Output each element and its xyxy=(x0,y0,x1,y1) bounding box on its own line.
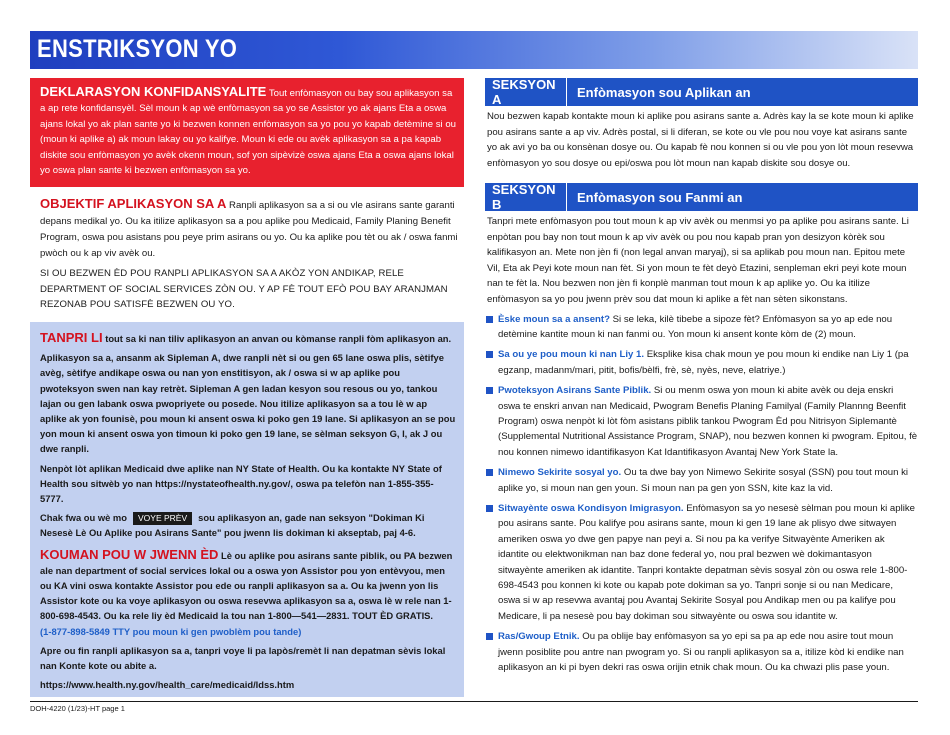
help-text: Lè ou aplike pou asirans sante piblik, ou PA bezwen ale nan department of social services lokal ou a oswa yon Assistor pou yon entèvyou, men ou KA vini oswa kontakte Assistor pou ede ou ranpli aplikasyon sa a. Ou ka jwenn yon lis Assistor kote ou ka voye aplikasyon ou oswa resevwa aplikasyon sa a, oswa lè w rele nan 1-800-698-4543. Ou ka rele liy èd Medicaid la tou nan 1-800—541—2831. TOUT ÈD GRATIS. xyxy=(40,549,453,622)
section-a xyxy=(485,78,918,171)
list-item: Sa ou ye pou moun ki nan Liy 1. Eksplike kisa chak moun ye pou moun ki endike nan Liy 1 (pa egzanp, madanm/mari, pitit, bofis/bèlfi, frè, sè, nyès, neve, elatriye.) xyxy=(485,347,918,378)
please-read-paragraph-2: Nenpòt lòt aplikan Medicaid dwe aplike nan NY State of Health. Ou ka kontakte NY State of Health sou sitwèb yo nan https://nystateofhealth.ny.gov/, oswa pa telefòn nan 1-855-355-5777. xyxy=(40,462,442,505)
please-read-paragraph-1: Aplikasyon sa a, ansanm ak Sipleman A, dwe ranpli nèt si ou gen 65 lane oswa plis, sètifye avèg, sètifye andikape oswa ou nan yon enstitisyon, ak / oswa si w ap aplike pou pwoteksyon swen nan kay retrèt. Sipleman A gen ladan kesyon sou resous ou yo, tankou lajan ou gen labank oswa pwopriyete ou posede. Nou itilize aplikasyon sa a tou lè w ap aplike ak yon founisè, pou moun ki ansent oswa ki poko gen 19 lane. Si aplikasyon an se pou yon moun ki ansent oswa yon timoun ki poko gen 19 lane, se sèlman seksyon G, I, ak J ou dwe ranpli. xyxy=(40,352,456,455)
section-b xyxy=(485,183,918,681)
section-a-header xyxy=(485,78,918,106)
section-b-title: Enfòmasyon sou Fanmi an xyxy=(577,189,743,205)
list-item: Ras/Gwoup Etnik. Ou pa oblije bay enfòmasyon sa yo epi sa pa ap ede nou asire tout moun jwenn posiblite pou antre nan pwogram yo. Si ou ranpli aplikasyon sa a, itilize kòd ki endike nan aplikasyon an ki pi byen dekri ras oswa orijin etnik chak moun. Ou ka chwazi plis pase youn. xyxy=(485,629,918,675)
tty-line: (1-877-898-5849 TTY pou moun ki gen pwoblèm pou tande) xyxy=(40,625,302,637)
please-read-intro: tout sa ki nan tiliv aplikasyon an anvan ou kòmanse ranpli fòm aplikasyon an. xyxy=(105,333,452,344)
section-b-list xyxy=(485,312,918,676)
please-read-heading: TANPRI LI xyxy=(40,330,103,345)
please-read-box xyxy=(30,322,464,697)
send-proof-badge: VOYE PRÈV xyxy=(133,512,192,525)
confidentiality-heading: DEKLARASYON KONFIDANSYALITE xyxy=(40,84,267,99)
send-proof-before: Chak fwa ou wè mo xyxy=(40,512,127,524)
list-item: Pwoteksyon Asirans Sante Piblik. Si ou menm oswa yon moun ki abite avèk ou deja enskri oswa te enskri anvan nan Medicaid, Pwogram Benefis Planing Familyal (Family Plannng Beenfit Program) oswa nenpòt ki lòt fòm asistans piblik tankou Pwogram Èd pou Nitrisyon Siplemantè (Supplemental Nutritional Assistance Program, SNAP), nou bezwen konnen ki pwogram. Epitou, fè nou konnen nimewo idantifikasyon Kat Idantifikasyon Avantaj New York State la. xyxy=(485,383,918,460)
footer-divider xyxy=(30,701,918,702)
section-a-text: Nou bezwen kapab kontakte moun ki aplike pou asirans sante a. Adrès kay la se kote moun ki aplike pou asirans sante a ap viv. Adrès postal, si li diferan, se kote ou vle pou nou voye kat asirans sante yo ak avi yo ba ou konsènan dosye ou. Ou kapab fè nou konnen si ou vle pou yon lòt moun resevwa enfòmasyon yo sou dosye ou epi/oswa pou lòt moun nan kapab diskite sou dosye ou. xyxy=(487,111,914,169)
title-banner xyxy=(30,31,918,69)
section-b-intro: Tanpri mete enfòmasyon pou tout moun k ap viv avèk ou menmsi yo pa aplike pou asirans sante. Li enpòtan pou bay non tout moun k ap viv avèk ou pou nou kapab pran yon desizyon kòrèk sou kalifikasyon an. Mete non jèn fi (non legal anvan maryaj), si sa aplikab pou moun nan. Epitou mete Vil, Eta ak Peyi kote moun nan fèt. Si yon moun te fèt deyò Etazini, senpleman ekri peyi kote moun nan te fèt la. Nou bezwen non jèn fi konplè manman tout moun k ap aplike yo. Ou ka itilize enfòmasyon sa yo pou jwenn prèv sou dat moun ki aplike a fèt nan sèten sikonstans. xyxy=(487,216,909,305)
list-item: Nimewo Sekirite sosyal yo. Ou ta dwe bay yon Nimewo Sekirite sosyal (SSN) pou tout moun ki aplike yo, si moun nan gen youn. Si moun nan pa gen yon SSN, kite kaz la vid. xyxy=(485,465,918,496)
objective-section xyxy=(30,196,464,313)
help-heading: KOUMAN POU W JWENN ÈD xyxy=(40,546,219,562)
objective-heading: OBJEKTIF APLIKASYON SA A xyxy=(40,196,227,211)
list-item: Sitwayènte oswa Kondisyon Imigrasyon. Enfòmasyon sa yo nesesè sèlman pou moun ki aplike pou asirans sante. Pou kalifye pou asirans sante, moun ki gen 19 lane ak plisyo dwe sitwayen ameriken oswa yo dwe gen papye nan peyi a. Si nou pa ka verifye Sitwayènte Ameriken ak idantite ou elektwonikman nan baz done federal yo, nou pral bezwen wè dokimantasyon sitwayènte ameriken ak idantite. Tanpri kontakte depatman sèvis sosyal zòn ou oswa rele 1-800-698-4543 pou konnen ki kote ou kapab pote dokiman sa yo. Tanpri sonje si ou nan Medicare, oswa si w ap resevwa avantaj pou Avantaj Sekirite Sosyal pou Andikap men ou pa kalifye pou Medicare, li pa nesesè pou bay dokiman sou sitwayènte ou oswa sou idantite w. xyxy=(485,501,918,624)
footer-form-id: DOH-4220 (1/23)-HT page 1 xyxy=(30,704,125,713)
mail-instructions: Apre ou fin ranpli aplikasyon sa a, tanpri voye li pa lapòs/remèt li nan depatman sèvis lokal nan Konte kote ou abite a. xyxy=(40,644,446,672)
section-b-header xyxy=(485,183,918,211)
confidentiality-box xyxy=(30,78,464,187)
section-a-title: Enfòmasyon sou Aplikan an xyxy=(577,84,751,100)
objective-text: Ranpli aplikasyon sa a si ou vle asirans sante garanti depans medikal yo. Ou ka itilize aplikasyon sa a pou aplike pou Medicaid, Family Planing Benefit Program, oswa pou asistans pou peye prim asirans ou yo. Ou ka aplike pou tèt ou ak / oswa fanmi pwòch ou k ap viv avèk ou. xyxy=(40,200,458,259)
page-title: ENSTRIKSYON YO xyxy=(37,35,238,63)
help-paragraph xyxy=(40,547,456,639)
confidentiality-text: Tout enfòmasyon ou bay sou aplikasyon sa a ap rete konfidansyèl. Sèl moun k ap wè enfòmasyon sa yo se Assistor yo ak ajans Eta a oswa ajans lokal yo ak plan sante yo ki bezwen konnen enfòmasyon sa yo pou yo kapab detèmine si ou (moun ki aplike a) ak moun lakay ou yo kalifye. Moun ki ede ou avèk aplikasyon sa a pa kapab diskite sou enfòmasyon yo avèk okenn moun, sof yon sipèvizè oswa ajans Eta a oswa ajans lokal yo oswa plan sante ki bezwen enfòmasyon sa yo. xyxy=(40,88,456,177)
ldss-url: https://www.health.ny.gov/health_care/medicaid/ldss.htm xyxy=(40,679,295,691)
please-read-paragraph-3 xyxy=(40,510,456,540)
send-proof-after: sou aplikasyon an, gade nan seksyon "Dokiman Ki Nesesè Lè Ou Aplike pou Asirans Sante" pou jwenn lis dokiman ki akseptab, paj 4-6. xyxy=(40,512,425,539)
section-b-label: SEKSYON B xyxy=(485,183,567,211)
section-a-label: SEKSYON A xyxy=(485,78,567,106)
list-item: Èske moun sa a ansent? Si se leka, kilè tibebe a sipoze fèt? Enfòmasyon sa yo ap ede nou detèmine kantite moun ki nan fanmi ou. Yon moun ki ansent konte kòm de (2) moun. xyxy=(485,312,918,343)
disability-notice: SI OU BEZWEN ÈD POU RANPLI APLIKASYON SA A AKÒZ YON ANDIKAP, RELE DEPARTMENT OF SOCIAL SERVICES ZÒN OU. Y AP FÈ TOUT EFÒ POU BAY ARANJMAN REZONAB POU SATISFÈ BEZWEN OU YO. xyxy=(40,268,448,310)
